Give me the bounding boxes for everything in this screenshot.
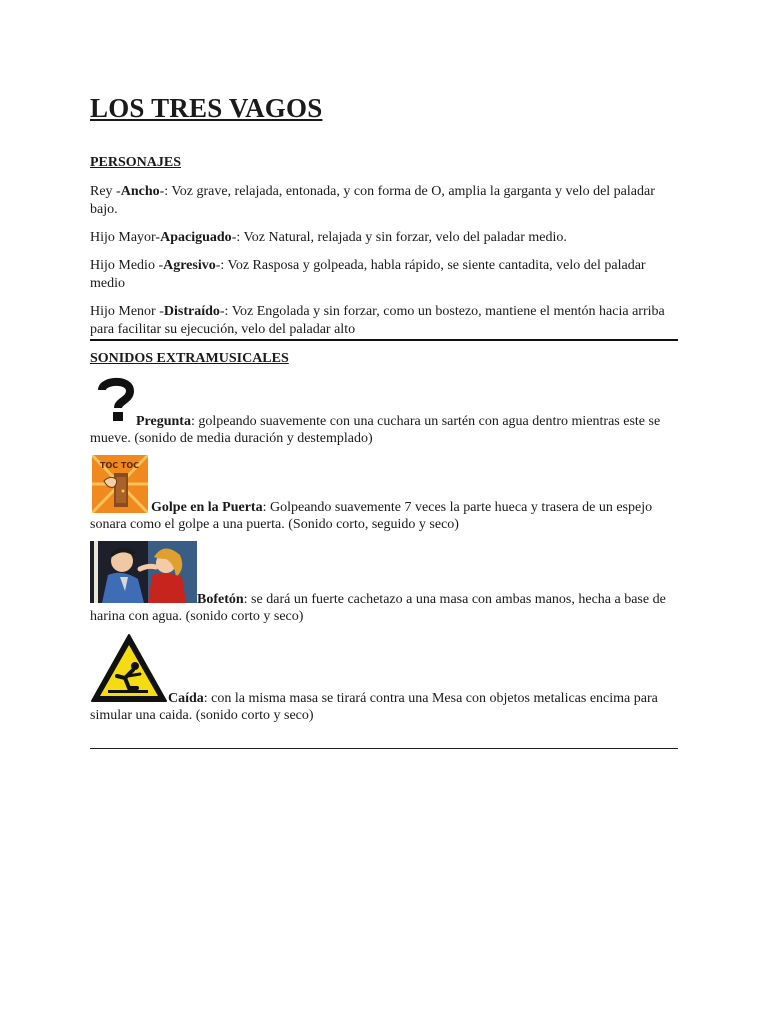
character-rey: Rey -Ancho-: Voz grave, relajada, entonada, y con forma de O, amplia la garganta y velo del paladar bajo. bbox=[90, 184, 655, 217]
sound-item-golpe-puerta: TOC TOC Golpe en la Puerta: Golpeando suavemente 7 veces la parte hueca y trasera de un espejo sonara como el golpe a una puerta. (Sonido corto, seguido y seco) bbox=[90, 455, 678, 535]
bottom-divider bbox=[90, 748, 678, 749]
character-hijo-mayor: Hijo Mayor-Apaciguado-: Voz Natural, relajada y sin forzar, velo del paladar medio. bbox=[90, 230, 567, 245]
section-heading-sonidos: SONIDOS EXTRAMUSICALES bbox=[90, 351, 289, 366]
sound-item-bofeton: Bofetón: se dará un fuerte cachetazo a una masa con ambas manos, hecha a base de harina con agua. (sonido corto y seco) bbox=[90, 541, 678, 626]
svg-text:TOC TOC: TOC TOC bbox=[100, 461, 140, 470]
sound-item-caida: Caída: con la misma masa se tirará contra una Mesa con objetos metalicas encima para simular una caida. (sonido corto y seco) bbox=[90, 632, 678, 727]
page-title: LOS TRES VAGOS bbox=[90, 93, 323, 123]
section-divider bbox=[90, 339, 678, 341]
character-hijo-menor: Hijo Menor -Distraído-: Voz Engolada y sin forzar, como un bostezo, mantiene el mentón hacia arriba para facilitar su ejecución, velo del paladar alto bbox=[90, 304, 665, 337]
character-hijo-medio: Hijo Medio -Agresivo-: Voz Rasposa y golpeada, habla rápido, se siente cantadita, velo del paladar medio bbox=[90, 258, 646, 291]
sound-item-pregunta: Pregunta: golpeando suavemente con una cuchara un sartén con agua dentro mientras este se mueve. (sonido de media duración y destemplado) bbox=[90, 376, 678, 448]
section-heading-personajes: PERSONAJES bbox=[90, 155, 182, 170]
